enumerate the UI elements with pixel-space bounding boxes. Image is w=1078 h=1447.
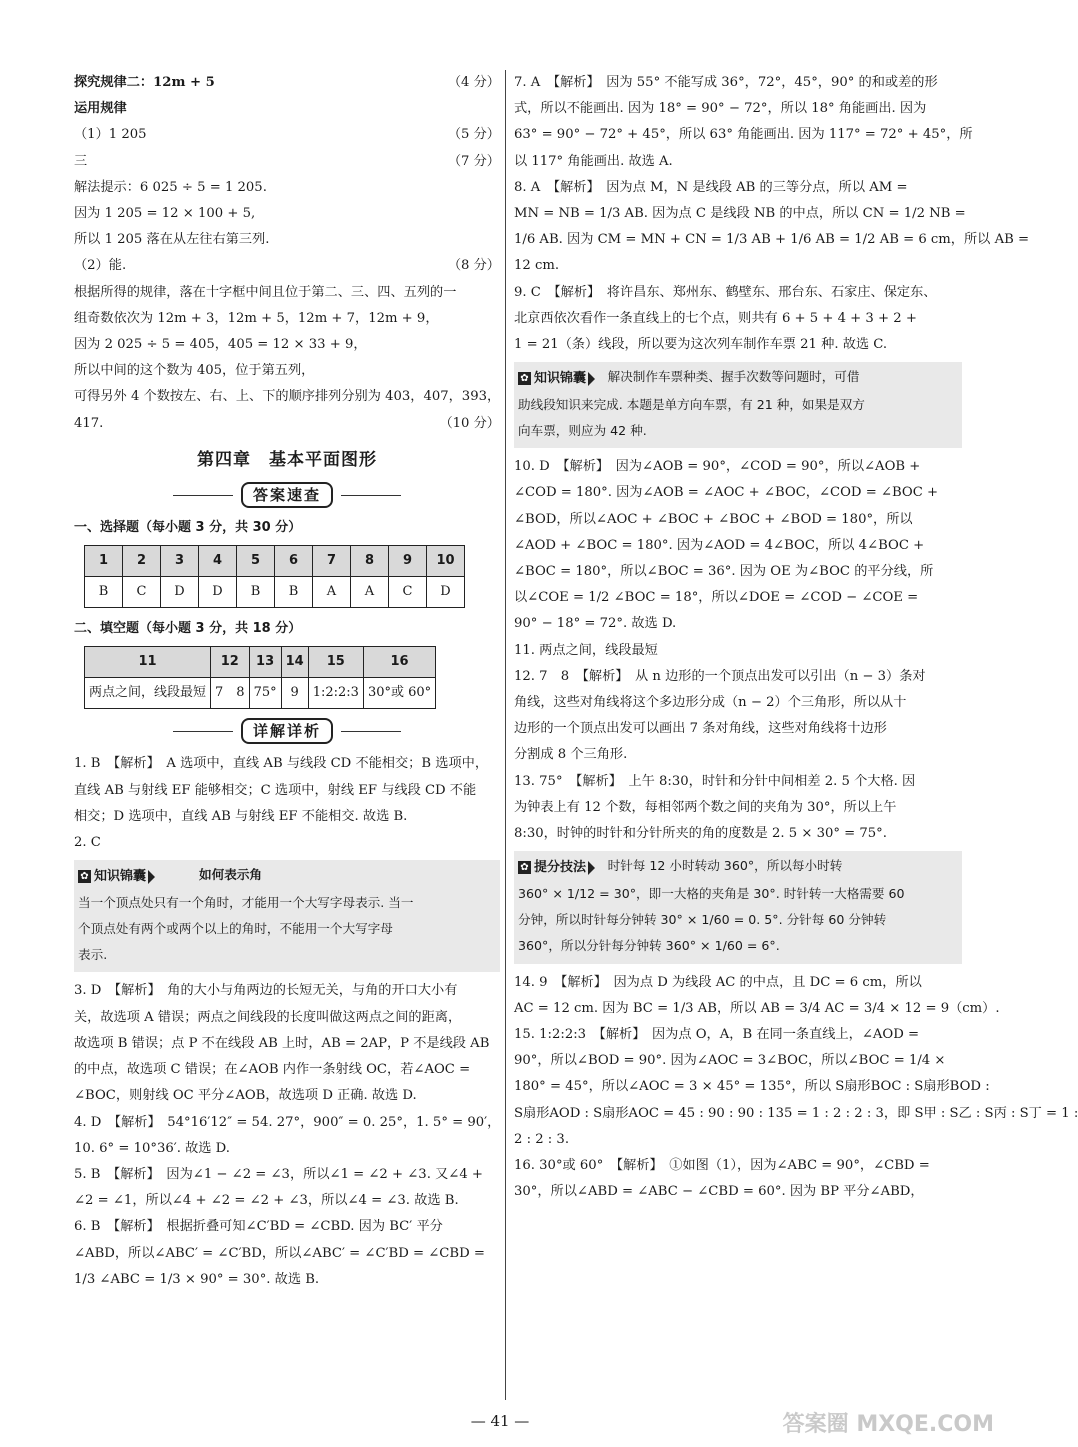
page-number: — 41 — bbox=[470, 1412, 530, 1430]
solution-line bbox=[74, 70, 500, 96]
table-cell: D bbox=[161, 577, 199, 608]
arrow-icon bbox=[588, 861, 595, 875]
text-line: 为钟表上有 12 个数，每相邻两个数之间的夹角为 30°，所以上午 bbox=[514, 799, 897, 815]
table-cell: B bbox=[85, 577, 123, 608]
column-divider bbox=[505, 70, 506, 1400]
detail-lines bbox=[74, 978, 500, 1292]
text-line: 16. 30°或 60° 【解析】 ①如图（1），因为∠ABC = 90°，∠CBD = bbox=[514, 1157, 930, 1173]
left-column bbox=[74, 70, 500, 1293]
text-line: ∠AOD + ∠BOC = 180°. 因为∠AOD = 4∠BOC，所以 4∠BOC + bbox=[514, 537, 925, 553]
table-answer-row bbox=[85, 678, 436, 709]
text-line: 北京西依次看作一条直线上的七个点，则共有 6 + 5 + 4 + 3 + 2 + bbox=[514, 310, 917, 326]
banner-rule-right bbox=[341, 731, 401, 732]
score-label: （4 分） bbox=[447, 75, 500, 90]
table-cell: 12 bbox=[211, 647, 250, 678]
line-text: 417. bbox=[74, 415, 104, 431]
text-line: 直线 AB 与射线 EF 能够相交；C 选项中，射线 EF 与线段 CD 不能 bbox=[74, 782, 477, 798]
text-line: 边形的一个顶点出发可以画出 7 条对角线，这些对角线将十边形 bbox=[514, 721, 887, 737]
tip-label: ✿ 知识锦囊 bbox=[518, 366, 595, 392]
text-line: 1. B 【解析】 A 选项中，直线 AB 与线段 CD 不能相交；B 选项中， bbox=[74, 756, 489, 772]
table-header-row bbox=[85, 546, 465, 577]
solution-line bbox=[74, 358, 500, 384]
text-line: 5. B 【解析】 因为∠1 − ∠2 = ∠3，所以∠1 = ∠2 + ∠3. 又∠4 + bbox=[74, 1166, 483, 1182]
text-line: 角线，这些对角线将这个多边形分成（n − 2）个三角形，所以从十 bbox=[514, 695, 907, 711]
table-cell: 4 bbox=[199, 546, 237, 577]
text-line: 故选项 B 错误；点 P 不在线段 AB 上时，AB = 2AP，P 不是线段 AB bbox=[74, 1035, 490, 1051]
text-line: 8. A 【解析】 因为点 M，N 是线段 AB 的三等分点，所以 AM = bbox=[514, 179, 908, 195]
text-line: ∠COD = 180°. 因为∠AOB = ∠AOC + ∠BOC，∠COD = ∠BOC + bbox=[514, 485, 939, 501]
text-line: 14. 9 【解析】 因为点 D 为线段 AC 的中点，且 DC = 6 cm，所以 bbox=[514, 974, 922, 990]
tip-box-knowledge bbox=[74, 860, 500, 972]
text-line: 以∠COE = 1/2 ∠BOC = 18°，所以∠DOE = ∠COD − ∠COE = bbox=[514, 590, 919, 606]
tip-line: 向车票，则应为 42 种. bbox=[518, 423, 647, 439]
text-line: 9. C 【解析】 将许昌东、郑州东、鹤壁东、邢台东、石家庄、保定东、 bbox=[514, 284, 937, 300]
text-line: MN = NB = 1/3 AB. 因为点 C 是线段 NB 的中点，所以 CN = 1/2 NB = bbox=[514, 206, 966, 222]
fill-section-title: 二、填空题（每小题 3 分，共 18 分） bbox=[74, 621, 302, 637]
text-line: 的中点，故选项 C 错误；在∠AOB 内作一条射线 OC，若∠AOC = bbox=[74, 1062, 471, 1078]
solution-line bbox=[74, 306, 500, 332]
tip-line: 解决制作车票种类、握手次数等问题时，可借 bbox=[595, 369, 860, 385]
text-line: 表示. bbox=[78, 947, 108, 963]
tip-label: ✿ 提分技法 bbox=[518, 855, 595, 881]
line-text: 可得另外 4 个数按左、右、上、下的顺序排列分别为 403，407，393， bbox=[74, 389, 501, 405]
text-line: 分割成 8 个三角形. bbox=[514, 747, 628, 763]
text-line: 12 cm. bbox=[514, 258, 560, 274]
table-cell: 3 bbox=[161, 546, 199, 577]
banner-rule-right bbox=[341, 495, 401, 496]
text-line: ∠ABD，所以∠ABC′ = ∠C′BD，所以∠ABC′ = ∠C′BD = ∠CBD = bbox=[74, 1245, 485, 1261]
text-line: 6. B 【解析】 根据折叠可知∠C′BD = ∠CBD. 因为 BC′ 平分 bbox=[74, 1219, 443, 1235]
table-cell: C bbox=[123, 577, 161, 608]
flower-icon: ✿ bbox=[518, 372, 531, 385]
solution-line bbox=[74, 253, 500, 279]
line-text: （1）1 205 bbox=[74, 127, 147, 143]
solution-line bbox=[74, 96, 500, 122]
text-line: 3. D 【解析】 角的大小与角两边的长短无关，与角的开口大小有 bbox=[74, 983, 458, 999]
table-cell: D bbox=[427, 577, 465, 608]
line-text: 组奇数依次为 12m + 3，12m + 5，12m + 7，12m + 9， bbox=[74, 310, 439, 326]
right-column bbox=[514, 70, 1078, 1205]
text-line: 2 : 2 : 3. bbox=[514, 1131, 570, 1147]
tip-line: 360°，所以分针每分钟转 360° × 1/60 = 6°. bbox=[518, 938, 780, 954]
table-cell: A bbox=[351, 577, 389, 608]
score-label: （7 分） bbox=[447, 153, 500, 169]
solution-line bbox=[74, 201, 500, 227]
score-label: （8 分） bbox=[447, 258, 500, 274]
line-text: 根据所得的规律，落在十字框中间且位于第二、三、四、五列的一 bbox=[74, 284, 457, 300]
tip-box-knowledge bbox=[514, 362, 962, 448]
tip-line: 时针每 12 小时转动 360°，所以每小时转 bbox=[595, 858, 843, 874]
fill-answer-table bbox=[84, 646, 436, 709]
text-line: AC = 12 cm. 因为 BC = 1/3 AB，所以 AB = 3/4 AC = 3/4 × 12 = 9（cm）. bbox=[514, 1000, 1000, 1016]
text-line: 90°，所以∠BOD = 90°. 因为∠AOC = 3∠BOC，所以∠BOC = 1/4 × bbox=[514, 1053, 946, 1069]
text-line: 15. 1:2:2:3 【解析】 因为点 O，A，B 在同一条直线上，∠AOD = bbox=[514, 1026, 920, 1042]
text-line: 相交；D 选项中，直线 AB 与射线 EF 不能相交. 故选 B. bbox=[74, 808, 408, 824]
flower-icon: ✿ bbox=[518, 861, 531, 874]
line-text: 三 bbox=[74, 153, 88, 169]
text-line: 关，故选项 A 错误；两点之间线段的长度叫做这两点之间的距离， bbox=[74, 1009, 462, 1025]
flower-icon: ✿ bbox=[78, 870, 91, 883]
text-line: 以 117° 角能画出. 故选 A. bbox=[514, 153, 673, 169]
table-cell: 1 bbox=[85, 546, 123, 577]
tip-line: 分钟，所以时针每分钟转 30° × 1/60 = 0. 5°. 分针每 60 分钟转 bbox=[518, 912, 887, 928]
line-text: 探究规律二：12m + 5 bbox=[74, 75, 215, 90]
text-line: 12. 7 8 【解析】 从 n 边形的一个顶点出发可以引出（n − 3）条对 bbox=[514, 668, 926, 684]
solution-line bbox=[74, 280, 500, 306]
answer-quick-banner bbox=[74, 481, 500, 509]
text-line: 63° = 90° − 72° + 45°，所以 63° 角能画出. 因为 117° = 72° + 45°，所 bbox=[514, 127, 973, 143]
table-cell: C bbox=[389, 577, 427, 608]
table-cell: 13 bbox=[249, 647, 281, 678]
text-line: 1 = 21（条）线段，所以要为这次列车制作车票 21 种. 故选 C. bbox=[514, 337, 888, 353]
table-cell: D bbox=[199, 577, 237, 608]
text-line: 10. D 【解析】 因为∠AOB = 90°，∠COD = 90°，所以∠AOB + bbox=[514, 459, 921, 475]
watermark: 答案圈 MXQE.COM bbox=[782, 1412, 994, 1437]
solution-line bbox=[74, 411, 500, 437]
banner-label: 答案速查 bbox=[241, 482, 333, 508]
table-cell: B bbox=[275, 577, 313, 608]
tip-title: 如何表示角 bbox=[199, 867, 262, 883]
solution-line bbox=[74, 332, 500, 358]
text-line: 4. D 【解析】 54°16′12″ = 54. 27°，900″ = 0. 25°，1. 5° = 90′， bbox=[74, 1114, 501, 1130]
table-cell: 10 bbox=[427, 546, 465, 577]
tip-line: 360° × 1/12 = 30°，即一大格的夹角是 30°. 时针转一大格需要 60 bbox=[518, 885, 905, 901]
table-cell: B bbox=[237, 577, 275, 608]
choice-section-title: 一、选择题（每小题 3 分，共 30 分） bbox=[74, 520, 302, 536]
table-cell: 5 bbox=[237, 546, 275, 577]
solution-line bbox=[74, 175, 500, 201]
text-line: 10. 6° = 10°36′. 故选 D. bbox=[74, 1140, 230, 1156]
solution-lines bbox=[74, 70, 500, 437]
text-line: 180° = 45°，所以∠AOC = 3 × 45° = 135°，所以 S扇形BOC : S扇形BOD : bbox=[514, 1079, 990, 1095]
table-cell: A bbox=[313, 577, 351, 608]
detail-lines bbox=[74, 751, 500, 856]
text-line: 当一个顶点处只有一个角时，才能用一个大写字母表示. 当一 bbox=[78, 894, 414, 910]
text-line: 1/6 AB. 因为 CM = MN + CN = 1/3 AB + 1/6 AB = 1/2 AB = 6 cm，所以 AB = bbox=[514, 232, 1030, 248]
text-line: 90° − 18° = 72°. 故选 D. bbox=[514, 616, 677, 632]
table-cell: 11 bbox=[85, 647, 211, 678]
text-line: ∠2 = ∠1，所以∠4 + ∠2 = ∠2 + ∠3，所以∠4 = ∠3. 故选 B. bbox=[74, 1193, 459, 1209]
text-line: 2. C bbox=[74, 835, 101, 851]
line-text: 所以 1 205 落在从左往右第三列. bbox=[74, 232, 270, 248]
table-cell: 7 8 bbox=[211, 678, 250, 709]
table-cell: 6 bbox=[275, 546, 313, 577]
table-cell: 15 bbox=[308, 647, 363, 678]
text-line: 式，所以不能画出. 因为 18° = 90° − 72°，所以 18° 角能画出. 因为 bbox=[514, 101, 927, 117]
banner-rule-left bbox=[173, 731, 233, 732]
line-text: 运用规律 bbox=[74, 101, 127, 117]
score-label: （10 分） bbox=[439, 415, 500, 431]
text-line: 7. A 【解析】 因为 55° 不能写成 36°，72°，45°，90° 的和或差的形 bbox=[514, 75, 938, 90]
arrow-icon bbox=[588, 372, 595, 386]
line-text: 解法提示：6 025 ÷ 5 = 1 205. bbox=[74, 179, 267, 195]
detail-lines bbox=[514, 454, 962, 847]
text-line: ∠BOD，所以∠AOC + ∠BOC + ∠BOC + ∠BOD = 180°，所以 bbox=[514, 511, 913, 527]
tip-line: 助线段知识来完成. 本题是单方向车票，有 21 种，如果是双方 bbox=[518, 396, 865, 412]
text-line: ∠BOC，则射线 OC 平分∠AOB，故选项 D 正确. 故选 D. bbox=[74, 1088, 417, 1104]
text-line: 13. 75° 【解析】 上午 8:30，时针和分针中间相差 2. 5 个大格. 因 bbox=[514, 773, 916, 789]
solution-line bbox=[74, 384, 500, 410]
choice-answer-table bbox=[84, 545, 465, 608]
text-line: ∠BOC = 180°，所以∠BOC = 36°. 因为 OE 为∠BOC 的平分线，所 bbox=[514, 564, 934, 580]
table-cell: 9 bbox=[281, 678, 308, 709]
arrow-icon bbox=[148, 870, 155, 884]
tip-label: ✿ 知识锦囊 bbox=[78, 864, 155, 890]
detail-lines bbox=[514, 70, 1030, 358]
table-cell: 75° bbox=[249, 678, 281, 709]
text-line: 1/3 ∠ABC = 1/3 × 90° = 30°. 故选 B. bbox=[74, 1271, 320, 1287]
detail-banner bbox=[74, 717, 500, 745]
line-text: 因为 2 025 ÷ 5 = 405，405 = 12 × 33 + 9， bbox=[74, 337, 367, 353]
banner-rule-left bbox=[173, 495, 233, 496]
line-text: 所以中间的这个数为 405，位于第五列， bbox=[74, 363, 315, 379]
text-line: 11. 两点之间，线段最短 bbox=[514, 642, 658, 658]
table-cell: 30°或 60° bbox=[363, 678, 435, 709]
table-cell: 8 bbox=[351, 546, 389, 577]
tip-box-skill bbox=[514, 851, 962, 963]
table-cell: 14 bbox=[281, 647, 308, 678]
solution-line bbox=[74, 227, 500, 253]
table-cell: 9 bbox=[389, 546, 427, 577]
solution-line bbox=[74, 122, 500, 148]
table-answer-row bbox=[85, 577, 465, 608]
line-text: 因为 1 205 = 12 × 100 + 5, bbox=[74, 206, 256, 222]
tip-lines bbox=[78, 890, 496, 969]
table-cell: 两点之间，线段最短 bbox=[85, 678, 211, 709]
table-header-row bbox=[85, 647, 436, 678]
line-text: （2）能. bbox=[74, 258, 127, 274]
chapter-title: 第四章 基本平面图形 bbox=[197, 449, 377, 470]
text-line: 30°，所以∠ABD = ∠ABC − ∠CBD = 60°. 因为 BP 平分∠ABD， bbox=[514, 1184, 924, 1200]
table-cell: 2 bbox=[123, 546, 161, 577]
text-line: 8:30，时钟的时针和分针所夹的角的度数是 2. 5 × 30° = 75°. bbox=[514, 826, 887, 842]
table-cell: 7 bbox=[313, 546, 351, 577]
text-line: S扇形AOD : S扇形AOC = 45 : 90 : 90 : 135 = 1 : 2 : 2 : 3，即 S甲 : S乙 : S丙 : S丁 = 1 : bbox=[514, 1105, 1078, 1121]
banner-label: 详解详析 bbox=[241, 718, 333, 744]
text-line: 个顶点处有两个或两个以上的角时，不能用一个大写字母 bbox=[78, 921, 393, 937]
solution-line bbox=[74, 149, 500, 175]
table-cell: 16 bbox=[363, 647, 435, 678]
table-cell: 1:2:2:3 bbox=[308, 678, 363, 709]
score-label: （5 分） bbox=[447, 127, 500, 143]
detail-lines bbox=[514, 970, 1078, 1206]
